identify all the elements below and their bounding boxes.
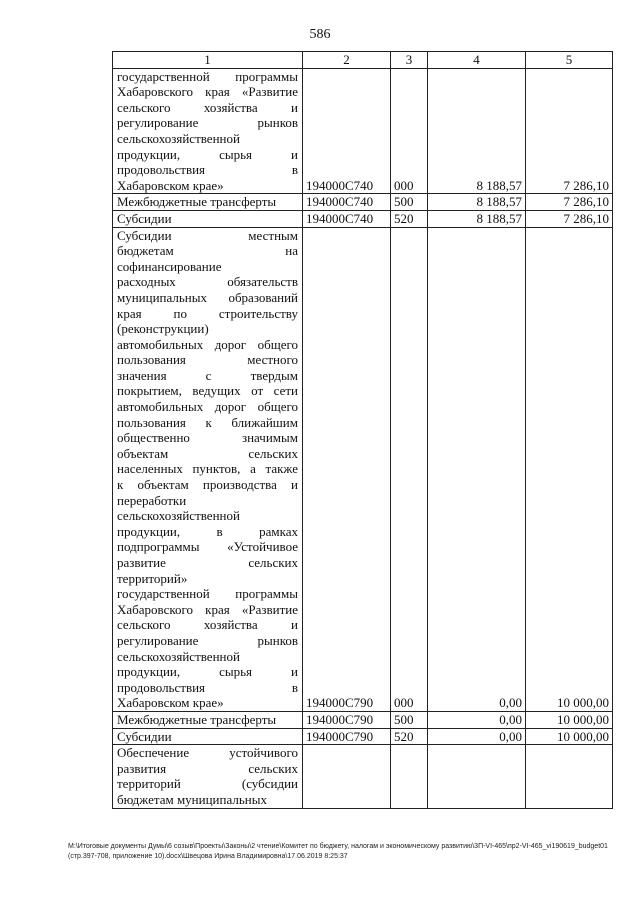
row-description: [113, 210, 303, 227]
row-expense-type: 500: [391, 194, 428, 211]
description-line: сельскохозяйственной: [117, 130, 240, 146]
description-line: (реконструкции): [117, 321, 209, 337]
row-value-2020: 7 286,10: [526, 68, 613, 194]
header-col-5: 5: [526, 52, 613, 69]
row-description: [113, 745, 303, 808]
description-line: продукции, сырья и: [117, 664, 298, 680]
row-value-2020: 7 286,10: [526, 194, 613, 211]
row-expense-type: 000: [391, 68, 428, 194]
description-line: муниципальных образований: [117, 289, 298, 305]
row-description: [113, 227, 303, 711]
row-expense-type: 500: [391, 711, 428, 728]
row-code: 194000С790: [303, 711, 391, 728]
row-value-2019: [428, 745, 526, 808]
description-line: сельскохозяйственной: [117, 648, 240, 664]
row-code: 194000С740: [303, 210, 391, 227]
description-line: государственной программы: [117, 68, 298, 84]
description-line: развитие сельских: [117, 555, 298, 570]
description-line: подпрограммы «Устойчивое: [117, 539, 298, 555]
description-line: продовольствия в: [117, 679, 298, 695]
description-line: населенных пунктов, а также: [117, 461, 298, 477]
description-line: бюджетам на: [117, 243, 298, 259]
description-line: Обеспечение устойчивого: [117, 745, 298, 761]
table-row: [113, 210, 613, 227]
description-line: Хабаровском крае»: [117, 695, 224, 711]
description-line: территорий»: [117, 570, 188, 586]
description-line: сельского хозяйства и: [117, 617, 298, 633]
description-line: регулирование рынков: [117, 115, 298, 131]
description-line: продукции, сырья и: [117, 146, 298, 162]
description-line: Субсидии: [117, 728, 172, 744]
table-header-row: [113, 52, 613, 69]
description-line: сельскохозяйственной: [117, 508, 240, 524]
table-row: [113, 728, 613, 745]
row-code: [303, 745, 391, 808]
page-number: 586: [309, 27, 331, 42]
table-row: [113, 745, 613, 808]
header-col-1: 1: [113, 52, 303, 69]
row-description: [113, 728, 303, 745]
description-line: развития сельских: [117, 760, 298, 776]
table-row: [113, 68, 613, 194]
row-expense-type: 000: [391, 227, 428, 711]
header-col-3: 3: [391, 52, 428, 69]
description-line: Хабаровского края «Развитие: [117, 84, 298, 100]
description-line: Межбюджетные трансферты: [117, 194, 277, 210]
description-line: общественно значимым: [117, 430, 298, 446]
header-col-2: 2: [303, 52, 391, 69]
row-value-2019: 0,00: [428, 711, 526, 728]
row-code: 194000С740: [303, 68, 391, 194]
description-line: объектам сельских: [117, 445, 298, 461]
description-line: Хабаровского края «Развитие: [117, 601, 298, 617]
description-line: расходных обязательств: [117, 274, 298, 290]
header-col-4: 4: [428, 52, 526, 69]
row-value-2019: 0,00: [428, 227, 526, 711]
row-value-2019: 0,00: [428, 728, 526, 745]
row-description: [113, 194, 303, 211]
description-line: автомобильных дорог общего: [117, 399, 298, 415]
description-line: пользования к ближайшим: [117, 414, 298, 430]
description-line: Субсидии: [117, 210, 172, 226]
row-value-2019: 8 188,57: [428, 194, 526, 211]
row-value-2020: 10 000,00: [526, 227, 613, 711]
description-line: пользования местного: [117, 352, 298, 368]
description-line: государственной программы: [117, 586, 298, 602]
row-code: 194000С790: [303, 728, 391, 745]
row-value-2020: 7 286,10: [526, 210, 613, 227]
description-line: Хабаровском крае»: [117, 177, 224, 193]
table-row: [113, 711, 613, 728]
description-line: края по строительству: [117, 305, 298, 321]
description-line: продовольствия в: [117, 162, 298, 178]
row-expense-type: 520: [391, 728, 428, 745]
description-line: покрытием, ведущих от сети: [117, 383, 298, 399]
row-description: [113, 68, 303, 194]
description-line: сельского хозяйства и: [117, 99, 298, 115]
budget-table: [112, 51, 613, 809]
description-line: продукции, в рамках: [117, 523, 298, 539]
document-path-footer: M:\Итоговые документы Думы\6 созыв\Проекты\Законы\2 чтение\Комитет по бюджету, налогам и экономическому развитию\3П-VI-465\пр2-VI-465_vi190619_budget01 (стр.397-708, приложение 10).docx\Швецова Ирина Владимировна\17.06.2019 8:25:37: [68, 843, 608, 860]
table-row: [113, 194, 613, 211]
description-line: Межбюджетные трансферты: [117, 711, 277, 727]
description-line: бюджетам муниципальных: [117, 791, 267, 807]
row-expense-type: 520: [391, 210, 428, 227]
row-value-2020: [526, 745, 613, 808]
description-line: территорий (субсидии: [117, 776, 298, 792]
table-row: [113, 227, 613, 711]
row-value-2020: 10 000,00: [526, 728, 613, 745]
row-expense-type: [391, 745, 428, 808]
description-line: автомобильных дорог общего: [117, 336, 298, 352]
description-line: значения с твердым: [117, 367, 298, 383]
row-code: 194000С740: [303, 194, 391, 211]
description-line: софинансирование: [117, 258, 222, 274]
row-code: 194000С790: [303, 227, 391, 711]
description-line: Субсидии местным: [117, 227, 298, 243]
description-line: к объектам производства и: [117, 477, 298, 493]
row-value-2020: 10 000,00: [526, 711, 613, 728]
row-description: [113, 711, 303, 728]
description-line: регулирование рынков: [117, 632, 298, 648]
description-line: переработки: [117, 492, 187, 508]
row-value-2019: 8 188,57: [428, 68, 526, 194]
row-value-2019: 8 188,57: [428, 210, 526, 227]
